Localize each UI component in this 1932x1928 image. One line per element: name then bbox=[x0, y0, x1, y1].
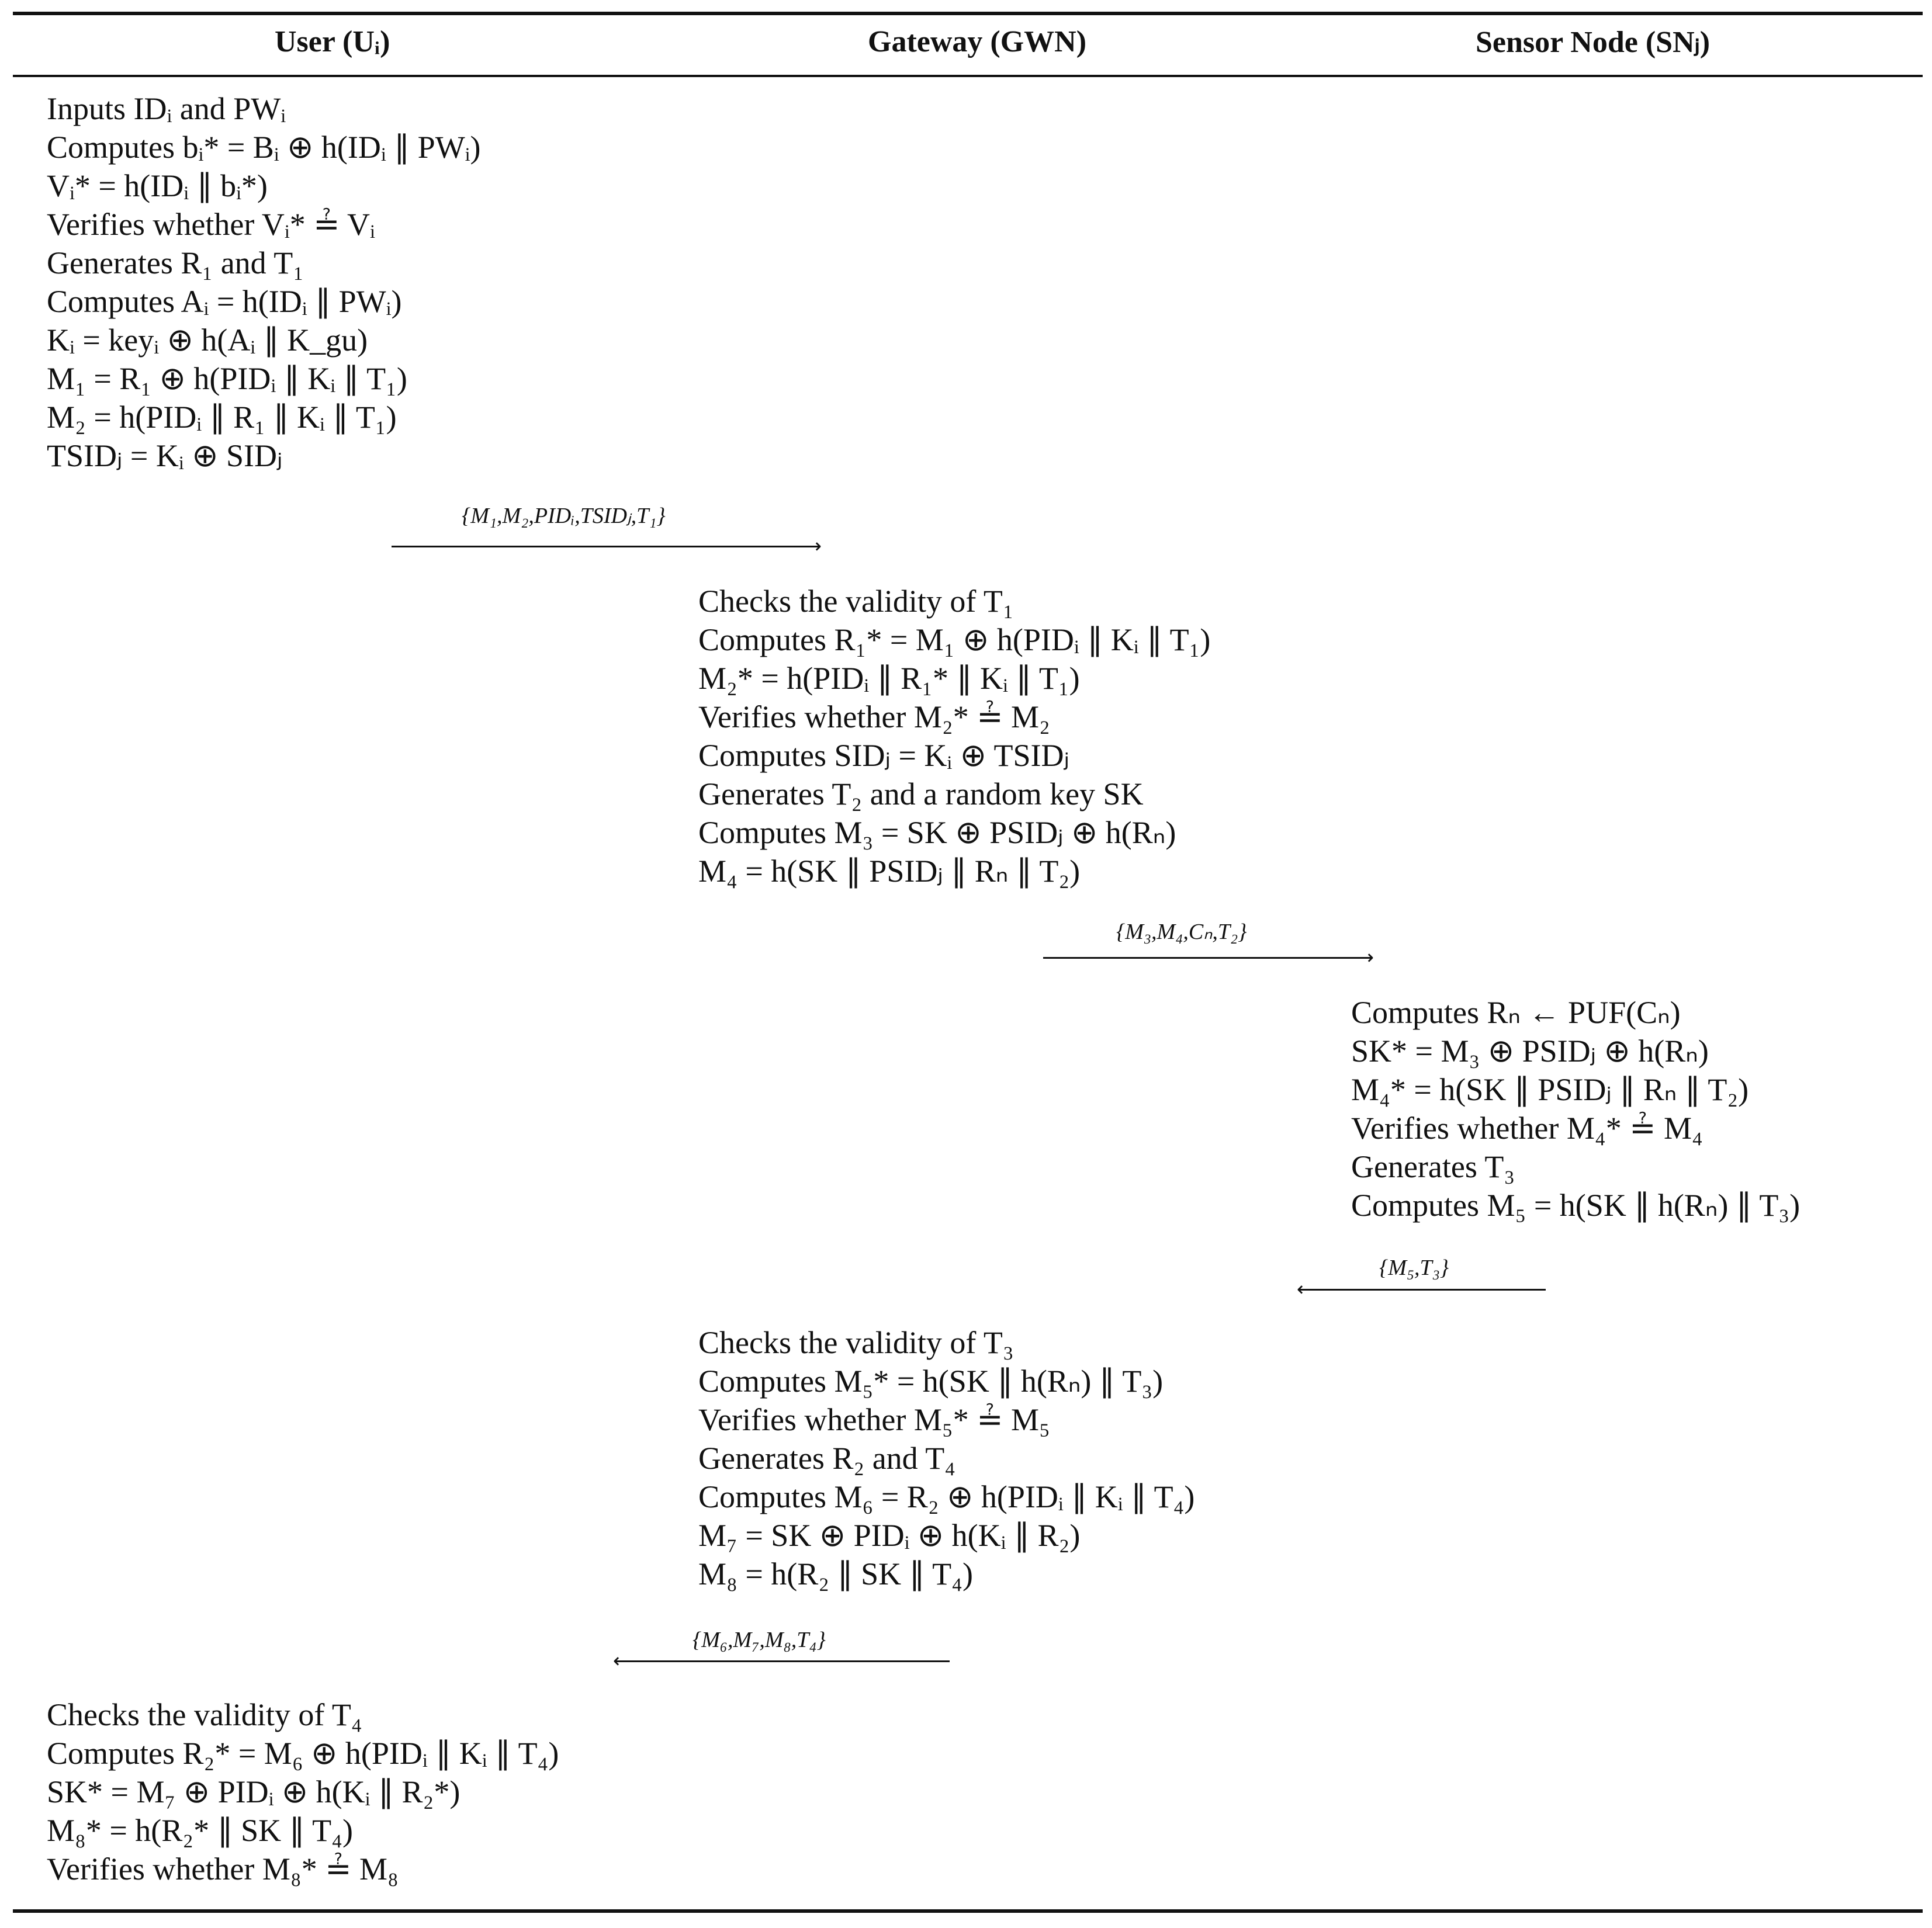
header-sensor-node: Sensor Node (SNⱼ) bbox=[1476, 26, 1711, 59]
user-step: Inputs IDᵢ and PWᵢ bbox=[47, 91, 286, 126]
sensor-step: M₄* = h(SK ∥ PSIDⱼ ∥ Rₙ ∥ T₂) bbox=[1351, 1072, 1749, 1107]
gateway-step: Verifies whether M₂* ≟ M₂ bbox=[698, 699, 1050, 734]
user-step: TSIDⱼ = Kᵢ ⊕ SIDⱼ bbox=[47, 438, 283, 473]
user-step: Computes R₂* = M₆ ⊕ h(PIDᵢ ∥ Kᵢ ∥ T₄) bbox=[47, 1736, 559, 1771]
user-step: Verifies whether Vᵢ* ≟ Vᵢ bbox=[47, 207, 375, 242]
user-step: Checks the validity of T₄ bbox=[47, 1697, 362, 1732]
gateway-step: M₂* = h(PIDᵢ ∥ R₁* ∥ Kᵢ ∥ T₁) bbox=[698, 661, 1080, 696]
gateway-step: Verifies whether M₅* ≟ M₅ bbox=[698, 1402, 1050, 1437]
arrow-left-icon: ⟵ bbox=[613, 1649, 642, 1673]
user-step: Kᵢ = keyᵢ ⊕ h(Aᵢ ∥ K_gu) bbox=[47, 323, 368, 358]
message-4-arrow bbox=[613, 1649, 950, 1673]
header-rule bbox=[13, 75, 1923, 77]
message-1-label: {M₁,M₂,PIDᵢ,TSIDⱼ,T₁} bbox=[462, 504, 666, 528]
user-step: Computes Aᵢ = h(IDᵢ ∥ PWᵢ) bbox=[47, 284, 402, 319]
gateway-step: Computes R₁* = M₁ ⊕ h(PIDᵢ ∥ Kᵢ ∥ T₁) bbox=[698, 622, 1211, 657]
arrow-right-icon: ⟶ bbox=[1345, 946, 1374, 969]
gateway-step: Generates R₂ and T₄ bbox=[698, 1441, 956, 1476]
user-step: SK* = M₇ ⊕ PIDᵢ ⊕ h(Kᵢ ∥ R₂*) bbox=[47, 1774, 461, 1809]
gateway-computation-block-2 bbox=[698, 1323, 1194, 1593]
gateway-step: Computes M₆ = R₂ ⊕ h(PIDᵢ ∥ Kᵢ ∥ T₄) bbox=[698, 1479, 1195, 1514]
bottom-rule bbox=[13, 1909, 1923, 1913]
sensor-step: Verifies whether M₄* ≟ M₄ bbox=[1351, 1111, 1703, 1146]
gateway-step: Checks the validity of T₁ bbox=[698, 584, 1014, 619]
gateway-computation-block-1 bbox=[698, 582, 1210, 890]
message-3-label: {M₅,T₃} bbox=[1379, 1256, 1449, 1280]
gateway-step: Generates T₂ and a random key SK bbox=[698, 776, 1144, 812]
top-rule bbox=[13, 12, 1923, 15]
user-step: Computes bᵢ* = Bᵢ ⊕ h(IDᵢ ∥ PWᵢ) bbox=[47, 130, 481, 165]
user-step: Generates R₁ and T₁ bbox=[47, 245, 304, 280]
message-1-arrow bbox=[392, 535, 822, 558]
user-step: Verifies whether M₈* ≟ M₈ bbox=[47, 1851, 399, 1887]
gateway-step: Checks the validity of T₃ bbox=[698, 1325, 1014, 1360]
gateway-step: Computes SIDⱼ = Kᵢ ⊕ TSIDⱼ bbox=[698, 738, 1069, 773]
gateway-step: Computes M₃ = SK ⊕ PSIDⱼ ⊕ h(Rₙ) bbox=[698, 815, 1176, 850]
message-2-arrow bbox=[1043, 946, 1374, 969]
gateway-step: M₇ = SK ⊕ PIDᵢ ⊕ h(Kᵢ ∥ R₂) bbox=[698, 1518, 1081, 1553]
header-gateway: Gateway (GWN) bbox=[868, 25, 1087, 58]
arrow-right-icon: ⟶ bbox=[793, 535, 822, 558]
gateway-step: M₈ = h(R₂ ∥ SK ∥ T₄) bbox=[698, 1556, 973, 1591]
gateway-step: M₄ = h(SK ∥ PSIDⱼ ∥ Rₙ ∥ T₂) bbox=[698, 854, 1081, 889]
arrow-left-icon: ⟵ bbox=[1297, 1278, 1325, 1301]
user-computation-block-2 bbox=[47, 1695, 559, 1888]
message-4-label: {M₆,M₇,M₈,T₄} bbox=[693, 1628, 826, 1652]
sensor-step: Computes Rₙ ← PUF(Cₙ) bbox=[1351, 995, 1681, 1030]
sensor-step: SK* = M₃ ⊕ PSIDⱼ ⊕ h(Rₙ) bbox=[1351, 1034, 1709, 1069]
user-computation-block-1 bbox=[47, 89, 481, 475]
sensor-step: Generates T₃ bbox=[1351, 1149, 1515, 1184]
user-step: M₁ = R₁ ⊕ h(PIDᵢ ∥ Kᵢ ∥ T₁) bbox=[47, 361, 407, 396]
user-step: Vᵢ* = h(IDᵢ ∥ bᵢ*) bbox=[47, 168, 268, 203]
message-2-label: {M₃,M₄,Cₙ,T₂} bbox=[1116, 920, 1247, 944]
sensor-computation-block-1 bbox=[1351, 993, 1800, 1225]
header-user: User (Uᵢ) bbox=[275, 25, 390, 58]
gateway-step: Computes M₅* = h(SK ∥ h(Rₙ) ∥ T₃) bbox=[698, 1364, 1164, 1399]
user-step: M₈* = h(R₂* ∥ SK ∥ T₄) bbox=[47, 1813, 353, 1848]
message-3-arrow bbox=[1297, 1278, 1546, 1301]
user-step: M₂ = h(PIDᵢ ∥ R₁ ∥ Kᵢ ∥ T₁) bbox=[47, 400, 397, 435]
sensor-step: Computes M₅ = h(SK ∥ h(Rₙ) ∥ T₃) bbox=[1351, 1188, 1801, 1223]
